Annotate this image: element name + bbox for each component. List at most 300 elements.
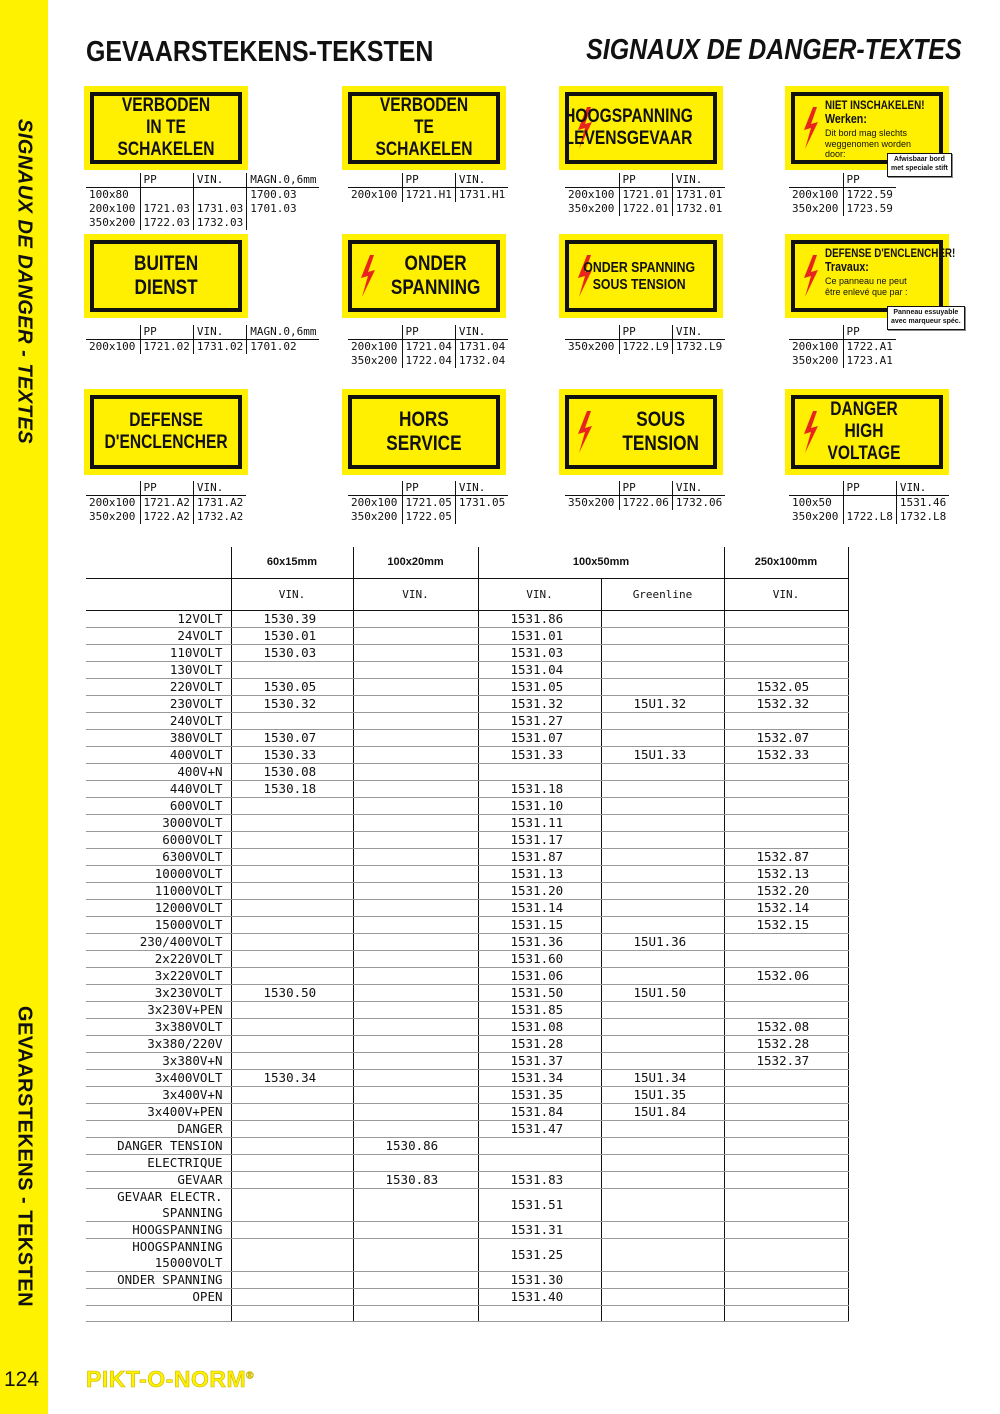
reference-cell: 1722.L8 [843, 510, 896, 524]
voltage-cell: 1531.37 [478, 1052, 601, 1069]
voltage-cell [231, 848, 353, 865]
reference-cell: 350x200 [351, 510, 398, 523]
voltage-cell: 1532.37 [724, 1052, 848, 1069]
voltage-cell [601, 865, 724, 882]
voltage-cell [353, 712, 478, 729]
voltage-cell: 1532.20 [724, 882, 848, 899]
voltage-cell [231, 1305, 353, 1322]
voltage-cell: 1530.05 [231, 678, 353, 695]
voltage-cell: 1531.01 [478, 627, 601, 644]
voltage-cell [353, 1120, 478, 1137]
reference-cell: 1731.04 [455, 340, 508, 355]
voltage-cell [86, 1305, 231, 1322]
reference-row [348, 510, 508, 524]
reference-header [789, 325, 843, 340]
reference-row [348, 354, 508, 368]
voltage-cell: 15U1.36 [601, 933, 724, 950]
reference-header: PP [843, 173, 896, 188]
reference-cell: 1731.05 [455, 496, 508, 511]
voltage-cell: 15U1.50 [601, 984, 724, 1001]
voltage-cell [724, 831, 848, 848]
voltage-cell [724, 661, 848, 678]
voltage-row [86, 1305, 848, 1322]
reference-header-row [348, 481, 508, 496]
sign-heading: NIET INSCHAKELEN! [825, 98, 925, 112]
voltage-cell [353, 933, 478, 950]
reference-row [348, 188, 508, 203]
reference-cell: 350x200 [89, 216, 136, 229]
voltage-cell [601, 661, 724, 678]
lightning-bolt-icon [801, 106, 821, 150]
sign-text: HOOGSPANNING LEVENSGEVAAR [564, 106, 693, 149]
voltage-cell [601, 1271, 724, 1288]
reference-cell: 350x200 [792, 202, 839, 215]
reference-header-row [565, 481, 725, 496]
reference-cell: 1723.59 [843, 202, 896, 216]
voltage-cell [231, 916, 353, 933]
voltage-cell [231, 797, 353, 814]
voltage-cell: 1531.08 [478, 1018, 601, 1035]
voltage-cell: 11000VOLT [86, 882, 231, 899]
voltage-cell [724, 712, 848, 729]
voltage-cell: 3x230VOLT [86, 984, 231, 1001]
voltage-cell: 1531.85 [478, 1001, 601, 1018]
reference-header [565, 481, 619, 496]
voltage-cell [353, 899, 478, 916]
voltage-cell: 1530.34 [231, 1069, 353, 1086]
reference-header: PP [140, 325, 193, 340]
voltage-cell [231, 661, 353, 678]
sign-text: BUITEN DIENST [133, 251, 199, 299]
blank-header [86, 578, 231, 610]
voltage-cell [231, 1120, 353, 1137]
voltage-cell [353, 610, 478, 627]
reference-header: VIN. [672, 481, 725, 496]
reference-cell: 200x100 [351, 496, 398, 509]
voltage-row [86, 967, 848, 984]
voltage-cell [601, 1137, 724, 1154]
voltage-cell [724, 797, 848, 814]
voltage-cell: 1530.08 [231, 763, 353, 780]
voltage-cell: ELECTRIQUE [86, 1154, 231, 1171]
reference-cell: 1731.03 [193, 202, 246, 216]
sign-text: VERBODEN IN TE SCHAKELEN [117, 95, 215, 160]
voltage-cell: 15U1.35 [601, 1086, 724, 1103]
voltage-cell: 1531.30 [478, 1271, 601, 1288]
voltage-cell [724, 1188, 848, 1221]
voltage-cell: 1532.14 [724, 899, 848, 916]
reference-cell: 1731.02 [193, 340, 246, 355]
voltage-cell [353, 1001, 478, 1018]
voltage-row [86, 1103, 848, 1120]
voltage-cell: 1531.50 [478, 984, 601, 1001]
voltage-cell [231, 950, 353, 967]
voltage-cell [478, 1137, 601, 1154]
voltage-cell [724, 1137, 848, 1154]
voltage-cell [231, 1288, 353, 1305]
voltage-cell: 220VOLT [86, 678, 231, 695]
reference-cell: 1731.A2 [193, 496, 246, 511]
voltage-cell [601, 1288, 724, 1305]
voltage-cell: 1531.11 [478, 814, 601, 831]
sign-text: SOUS TENSION [622, 407, 699, 455]
reference-row [86, 216, 319, 230]
voltage-cell: 6300VOLT [86, 848, 231, 865]
voltage-cell: 230VOLT [86, 695, 231, 712]
voltage-cell [724, 1305, 848, 1322]
voltage-cell [353, 1052, 478, 1069]
sign-body-text: Dit bord mag slechts weggenomen worden door: [825, 128, 912, 160]
voltage-cell [353, 984, 478, 1001]
voltage-cell [724, 1103, 848, 1120]
side-title-nl: GEVAARSTEKENS - TEKSTEN [13, 1005, 36, 1308]
reference-header: PP [619, 325, 672, 340]
voltage-row [86, 848, 848, 865]
voltage-cell [601, 1305, 724, 1322]
voltage-cell [353, 1154, 478, 1171]
voltage-cell [353, 1188, 478, 1221]
voltage-cell [724, 1069, 848, 1086]
voltage-cell [724, 780, 848, 797]
voltage-cell: 1531.17 [478, 831, 601, 848]
reference-cell: 350x200 [568, 202, 615, 215]
voltage-cell: 15U1.32 [601, 695, 724, 712]
voltage-cell [231, 1035, 353, 1052]
voltage-cell [478, 1154, 601, 1171]
voltage-cell: DANGER [86, 1120, 231, 1137]
reference-row [789, 188, 896, 203]
reference-cell: 200x100 [792, 188, 839, 201]
voltage-cell: 400V+N [86, 763, 231, 780]
voltage-cell [353, 627, 478, 644]
voltage-cell: 1531.47 [478, 1120, 601, 1137]
voltage-row [86, 610, 848, 627]
reference-cell [193, 188, 246, 203]
voltage-cell: 1532.28 [724, 1035, 848, 1052]
sign-text: HORS SERVICE [386, 407, 462, 455]
reference-table [348, 325, 508, 368]
voltage-cell [353, 780, 478, 797]
voltage-cell [231, 831, 353, 848]
voltage-cell [353, 695, 478, 712]
voltage-cell [601, 1171, 724, 1188]
reference-table [565, 325, 725, 354]
voltage-cell [231, 712, 353, 729]
reference-cell: 1722.01 [619, 202, 672, 216]
voltage-cell: 1531.33 [478, 746, 601, 763]
voltage-row [86, 1069, 848, 1086]
voltage-cell: 1532.87 [724, 848, 848, 865]
reference-cell: 1531.46 [896, 496, 949, 511]
voltage-cell: 1530.83 [353, 1171, 478, 1188]
voltage-cell: 1531.13 [478, 865, 601, 882]
reference-cell: 1721.04 [402, 340, 455, 355]
voltage-cell [353, 644, 478, 661]
reference-header: VIN. [455, 173, 508, 188]
voltage-cell: 15U1.84 [601, 1103, 724, 1120]
reference-row [789, 496, 949, 511]
voltage-cell: 1531.28 [478, 1035, 601, 1052]
danger-sign [565, 92, 717, 164]
voltage-cell [601, 678, 724, 695]
voltage-row [86, 950, 848, 967]
sign-subheading: Travaux: [825, 259, 869, 275]
voltage-cell: 3x400V+N [86, 1086, 231, 1103]
reference-cell: 1732.A2 [193, 510, 246, 524]
reference-cell: 200x100 [568, 188, 615, 201]
reference-header: PP [843, 481, 896, 496]
reference-cell: 200x100 [89, 496, 136, 509]
voltage-cell [601, 780, 724, 797]
voltage-cell [601, 1188, 724, 1221]
voltage-cell: 1531.32 [478, 695, 601, 712]
voltage-cell [231, 1001, 353, 1018]
voltage-cell: HOOGSPANNING 15000VOLT [86, 1238, 231, 1271]
page-title-fr: SIGNAUX DE DANGER-TEXTES [586, 34, 962, 66]
voltage-cell: 3x400VOLT [86, 1069, 231, 1086]
voltage-cell: 1531.87 [478, 848, 601, 865]
voltage-row [86, 1171, 848, 1188]
voltage-cell [724, 1238, 848, 1271]
danger-sign [565, 395, 717, 469]
reference-cell: 1732.L9 [672, 340, 725, 355]
voltage-cell [601, 950, 724, 967]
voltage-cell [601, 831, 724, 848]
voltage-cell [353, 831, 478, 848]
reference-header-row [789, 481, 949, 496]
voltage-cell: GEVAAR ELECTR. SPANNING [86, 1188, 231, 1221]
material-header: VIN. [724, 578, 848, 610]
voltage-cell: 130VOLT [86, 661, 231, 678]
sign-body-text: Ce panneau ne peut être enlevé que par : [825, 276, 908, 297]
voltage-cell [231, 1271, 353, 1288]
reference-table [565, 481, 725, 510]
voltage-row [86, 1052, 848, 1069]
reference-cell: 350x200 [792, 510, 839, 523]
voltage-cell: DANGER TENSION [86, 1137, 231, 1154]
sign-subheading: Werken: [825, 111, 867, 127]
reference-cell: 1701.03 [247, 202, 320, 216]
voltage-cell [724, 644, 848, 661]
voltage-cell [724, 1171, 848, 1188]
danger-sign [90, 92, 242, 164]
voltage-cell: 1532.32 [724, 695, 848, 712]
reference-row [789, 354, 896, 368]
voltage-cell: 1531.15 [478, 916, 601, 933]
reference-header: VIN. [672, 173, 725, 188]
voltage-row [86, 1086, 848, 1103]
reference-cell: 200x100 [89, 202, 136, 215]
reference-header: PP [402, 173, 455, 188]
reference-header [565, 173, 619, 188]
voltage-cell: 15000VOLT [86, 916, 231, 933]
voltage-cell [231, 899, 353, 916]
reference-row [565, 188, 725, 203]
danger-sign [348, 395, 500, 469]
voltage-row [86, 678, 848, 695]
voltage-row [86, 933, 848, 950]
voltage-cell [601, 916, 724, 933]
reference-row [86, 510, 246, 524]
voltage-cell [231, 1238, 353, 1271]
registered-mark: ® [246, 1370, 254, 1382]
voltage-cell: 1531.10 [478, 797, 601, 814]
voltage-cell [724, 763, 848, 780]
reference-cell: 1721.05 [402, 496, 455, 511]
voltage-cell [601, 1001, 724, 1018]
voltage-cell: 6000VOLT [86, 831, 231, 848]
voltage-cell: 1530.03 [231, 644, 353, 661]
reference-cell: 1700.03 [247, 188, 320, 203]
reference-cell: 1721.H1 [402, 188, 455, 203]
voltage-cell: 600VOLT [86, 797, 231, 814]
voltage-row [86, 1035, 848, 1052]
reference-header: MAGN.0,6mm [247, 325, 320, 340]
page-number: 124 [4, 1368, 40, 1391]
reference-header-row [86, 325, 319, 340]
voltage-row [86, 695, 848, 712]
voltage-cell: 1531.25 [478, 1238, 601, 1271]
reference-header: VIN. [672, 325, 725, 340]
voltage-cell [601, 610, 724, 627]
size-header-row [86, 547, 848, 578]
voltage-cell [353, 950, 478, 967]
voltage-cell: 1531.03 [478, 644, 601, 661]
reference-cell [843, 496, 896, 511]
voltage-cell: 1531.60 [478, 950, 601, 967]
voltage-cell [724, 1154, 848, 1171]
voltage-cell: 1532.33 [724, 746, 848, 763]
voltage-row [86, 984, 848, 1001]
reference-cell: 1721.01 [619, 188, 672, 203]
voltage-cell [353, 678, 478, 695]
voltage-cell: 1532.06 [724, 967, 848, 984]
sign-text: DANGER HIGH VOLTAGE [827, 399, 901, 464]
reference-cell: 1722.05 [402, 510, 455, 524]
size-header: 250x100mm [724, 547, 848, 578]
voltage-cell: 1530.07 [231, 729, 353, 746]
voltage-cell [353, 763, 478, 780]
voltage-cell [231, 1188, 353, 1221]
voltage-row [86, 780, 848, 797]
voltage-cell [601, 848, 724, 865]
voltage-cell: 1531.06 [478, 967, 601, 984]
reference-cell [455, 510, 508, 524]
reference-header: PP [140, 481, 193, 496]
voltage-cell: 110VOLT [86, 644, 231, 661]
voltage-row [86, 1137, 848, 1154]
voltage-cell: 1530.32 [231, 695, 353, 712]
sign-text: DEFENSE D'ENCLENCHER [104, 410, 228, 453]
reference-cell: 200x100 [351, 340, 398, 353]
voltage-cell [231, 1221, 353, 1238]
reference-header-row [348, 325, 508, 340]
voltage-cell: 3x380VOLT [86, 1018, 231, 1035]
voltage-row [86, 712, 848, 729]
voltage-cell [724, 814, 848, 831]
voltage-cell: 1530.86 [353, 1137, 478, 1154]
reference-cell: 350x200 [568, 340, 615, 353]
reference-header-row [348, 173, 508, 188]
voltage-cell [601, 1120, 724, 1137]
voltage-cell [601, 729, 724, 746]
voltage-cell: 230/400VOLT [86, 933, 231, 950]
danger-sign [791, 240, 956, 312]
voltage-cell: 3x230V+PEN [86, 1001, 231, 1018]
size-header: 100x20mm [353, 547, 478, 578]
voltage-cell [478, 1305, 601, 1322]
reference-cell: 1732.03 [193, 216, 246, 230]
voltage-cell: 440VOLT [86, 780, 231, 797]
reference-cell: 1722.03 [140, 216, 193, 230]
side-title-fr: SIGNAUX DE DANGER - TEXTES [13, 118, 36, 445]
reference-table [348, 481, 508, 524]
reference-header [565, 325, 619, 340]
voltage-cell: 1532.13 [724, 865, 848, 882]
reference-table [565, 173, 725, 216]
reference-cell: 1722.L9 [619, 340, 672, 355]
voltage-cell: 12000VOLT [86, 899, 231, 916]
reference-cell: 200x100 [792, 340, 839, 353]
reference-cell: 200x100 [351, 188, 398, 201]
voltage-row [86, 882, 848, 899]
reference-cell: 1721.A2 [140, 496, 193, 511]
voltage-row [86, 1001, 848, 1018]
voltage-cell: 1531.14 [478, 899, 601, 916]
voltage-cell [601, 763, 724, 780]
reference-cell: 1723.A1 [843, 354, 896, 368]
voltage-row [86, 627, 848, 644]
voltage-cell [231, 1018, 353, 1035]
reference-header-row [86, 173, 319, 188]
voltage-cell [231, 814, 353, 831]
logo-text: PIKT-O-NORM [86, 1366, 247, 1392]
voltage-cell [231, 1052, 353, 1069]
reference-header [348, 325, 402, 340]
voltage-cell [353, 661, 478, 678]
voltage-cell: 1531.34 [478, 1069, 601, 1086]
lightning-bolt-icon [801, 254, 821, 298]
reference-row [565, 202, 725, 216]
voltage-row [86, 1271, 848, 1288]
voltage-cell [724, 1120, 848, 1137]
reference-header: PP [402, 481, 455, 496]
voltage-cell [353, 1103, 478, 1120]
voltage-cell: 1531.84 [478, 1103, 601, 1120]
danger-sign [791, 395, 943, 469]
reference-header: PP [619, 481, 672, 496]
voltage-cell [231, 933, 353, 950]
voltage-cell [353, 1305, 478, 1322]
voltage-cell: 1530.33 [231, 746, 353, 763]
voltage-cell [353, 882, 478, 899]
voltage-row [86, 1221, 848, 1238]
voltage-cell [724, 1086, 848, 1103]
voltage-row [86, 797, 848, 814]
voltage-cell [353, 797, 478, 814]
reference-header: PP [843, 325, 896, 340]
reference-cell: 100x80 [89, 188, 129, 201]
reference-cell: 1731.H1 [455, 188, 508, 203]
lightning-bolt-icon [358, 254, 378, 298]
voltage-cell: 240VOLT [86, 712, 231, 729]
voltage-cell [353, 1271, 478, 1288]
voltage-cell: 1531.20 [478, 882, 601, 899]
reference-cell: 1722.04 [402, 354, 455, 368]
danger-sign [90, 395, 242, 469]
voltage-row [86, 729, 848, 746]
voltage-cell: ONDER SPANNING [86, 1271, 231, 1288]
